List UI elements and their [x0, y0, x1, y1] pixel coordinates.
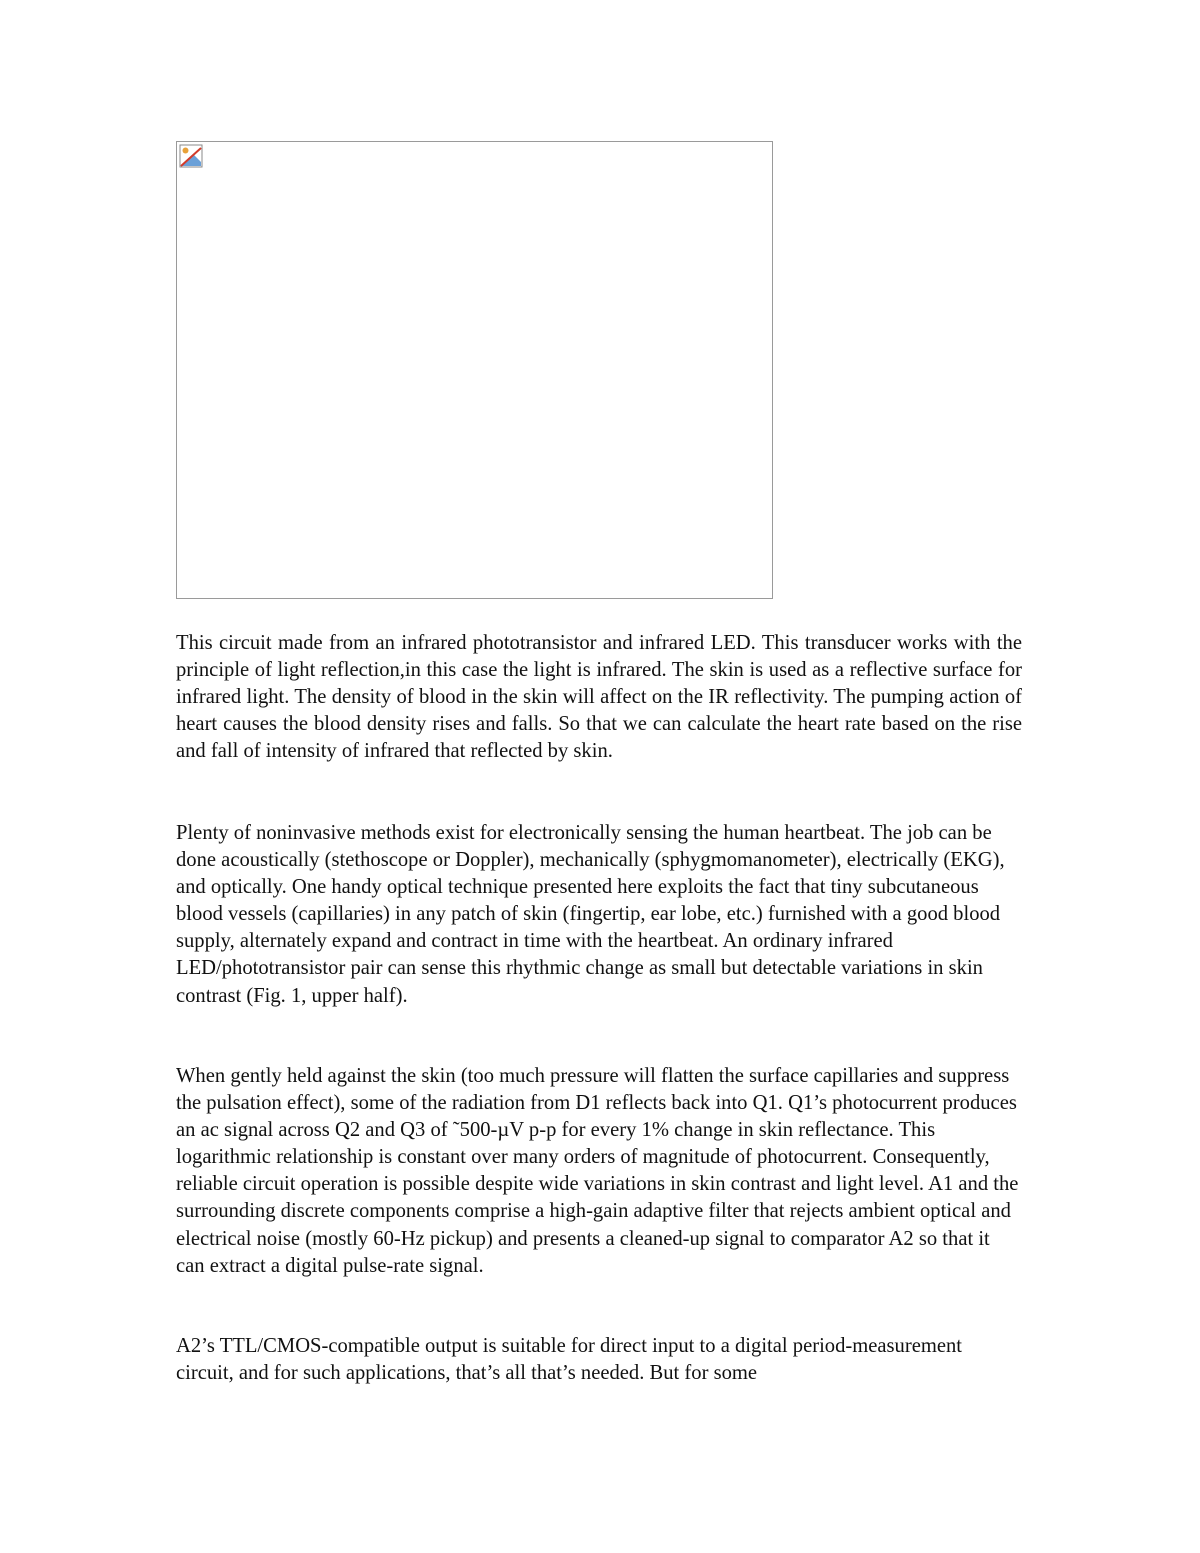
figure-placeholder — [176, 141, 773, 599]
paragraph-intro: This circuit made from an infrared phototransistor and infrared LED. This transducer works with the principle of light reflection,in this case the light is infrared. The skin is used as a reflective surface for infrared light. The density of blood in the skin will affect on the IR reflectivity. The pumping action of heart causes the blood density rises and falls. So that we can calculate the heart rate based on the rise and fall of intensity of infrared that reflected by skin. — [176, 632, 1022, 763]
paragraph-operation: When gently held against the skin (too much pressure will flatten the surface capillaries and suppress the pulsation effect), some of the radiation from D1 reflects back into Q1. Q1’s photocurrent produces an ac signal across Q2 and Q3 of ˜500-µV p-p for every 1% change in skin reflectance. This logarithmic relationship is constant over many orders of magnitude of photocurrent. Consequently, reliable circuit operation is possible despite wide variations in skin contrast and light level. A1 and the surrounding discrete components comprise a high-gain adaptive filter that rejects ambient optical and electrical noise (mostly 60-Hz pickup) and presents a cleaned-up signal to comparator A2 so that it can extract a digital pulse-rate signal. — [176, 1065, 1019, 1277]
broken-image-icon — [179, 144, 203, 168]
paragraph-output: A2’s TTL/CMOS-compatible output is suitable for direct input to a digital period-measurement circuit, and for such applications, that’s all that’s needed. But for some — [176, 1335, 963, 1385]
paragraph-methods: Plenty of noninvasive methods exist for electronically sensing the human heartbeat. The job can be done acoustically (stethoscope or Doppler), mechanically (sphygmomanometer), electrically (EKG), and optically. One handy optical technique presented here exploits the fact that tiny subcutaneous blood vessels (capillaries) in any patch of skin (fingertip, ear lobe, etc.) furnished with a good blood supply, alternately expand and contract in time with the heartbeat. An ordinary infrared LED/phototransistor pair can sense this rhythmic change as small but detectable variations in skin contrast (Fig. 1, upper half). — [176, 822, 1005, 1007]
